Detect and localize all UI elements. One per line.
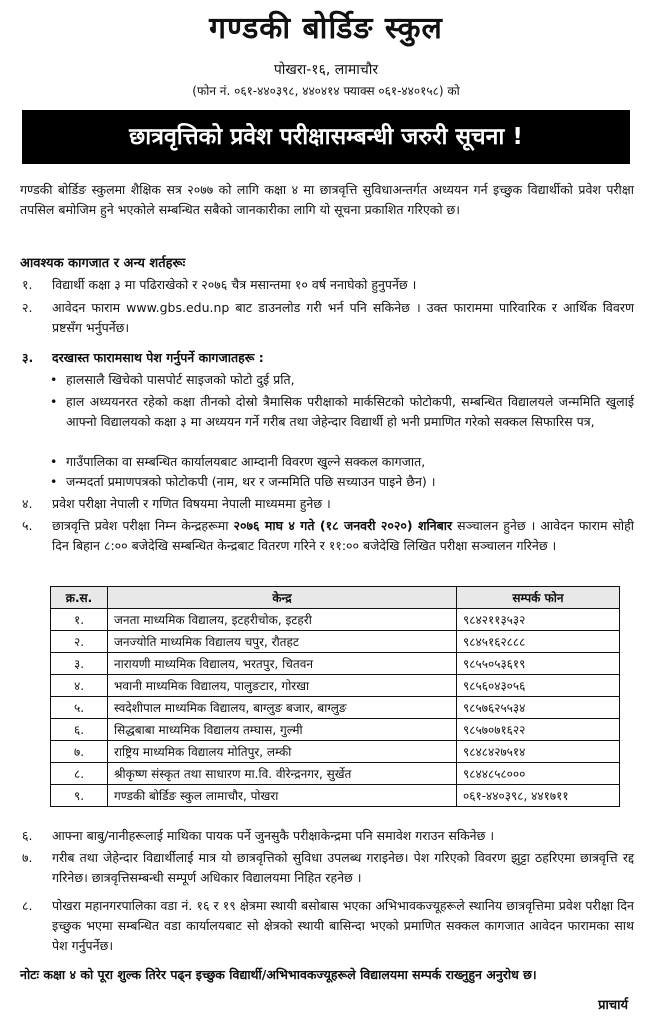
cell-center: भवानी माध्यमिक विद्यालय, पालुङटार, गोरखा xyxy=(108,675,457,697)
cell-phone: ९८५६०४३०५६ xyxy=(457,675,620,697)
bullet-icon: • xyxy=(50,372,58,387)
item-number: २. xyxy=(22,300,33,315)
item-text: दरखास्त फारामसाथ पेश गर्नुपर्ने कागजातहरू : xyxy=(52,350,264,365)
cell-serial: ९. xyxy=(51,785,108,807)
item-text-part: छात्रवृत्ति प्रवेश परीक्षा निम्न केन्द्रहरूमा xyxy=(52,518,234,533)
item-number: ४. xyxy=(22,496,33,511)
bullet-text: हालसालै खिचेको पासपोर्ट साइजको फोटो दुई प्रति, xyxy=(66,372,295,387)
signature: प्राचार्य xyxy=(598,998,628,1013)
cell-phone: ०६१-४४०३९८, ४४१७११ xyxy=(457,785,620,807)
cell-phone: ९८४८४२७५१४ xyxy=(457,741,620,763)
cell-phone: ९८४५१६२८८८ xyxy=(457,631,620,653)
table-row xyxy=(51,785,620,807)
cell-phone: ९८५७६२५५३४ xyxy=(457,697,620,719)
item-text-part: सञ्चालन हुनेछ । आवेदन फाराम सोही दिन बिहान ८:०० बजेदेखि सम्बन्धित केन्द्रबाट वितरण गरिने र ११:०० बजेदेखि लिखित परीक्षा सञ्चालन गरिनेछ । xyxy=(52,518,634,553)
item-number: ६. xyxy=(22,828,33,843)
exam-date: २०७६ माघ ४ गते (१८ जनवरी २०२०) शनिबार xyxy=(233,518,453,533)
cell-phone: ९८४२११३५३२ xyxy=(457,609,620,631)
school-location: पोखरा-१६, लामाचौर xyxy=(273,62,379,78)
bullet-text: गाउँपालिका वा सम्बन्धित कार्यालयबाट आम्दानी विवरण खुल्ने सक्कल कागजात, xyxy=(66,454,426,469)
item-text: विद्यार्थी कक्षा ३ मा पढिराखेको र २०७६ चैत्र मसान्तमा १० वर्ष ननाघेको हुनुपर्नेछ । xyxy=(52,277,417,292)
item-number: ८. xyxy=(22,898,33,913)
item-text: गरीब तथा जेहेन्दार विद्यार्थीलाई मात्र यो छात्रवृत्तिको सुविधा उपलब्ध गराइनेछ। पेश गरिएको विवरण झुट्टा ठहरिएमा छात्रवृत्ति रद्द गरिनेछ। छात्रवृत्तिसम्बन्धी सम्पूर्ण अधिकार विद्यालयमा निहित रहनेछ । xyxy=(52,850,634,885)
exam-centers-table xyxy=(50,586,620,807)
cell-center: स्वदेशीपाल माध्यमिक विद्यालय, बाग्लुङ बजार, बाग्लुङ xyxy=(108,697,457,719)
table-row xyxy=(51,653,620,675)
table-row xyxy=(51,741,620,763)
school-contact: (फोन नं. ०६१-४४०३९८, ४४०४१४ फ्याक्स ०६१-४४०१५८) को xyxy=(192,84,460,98)
bullet-text: जन्मदर्ता प्रमाणपत्रको फोटोकपी (नाम, थर र जन्ममिति पछि सच्याउन पाइने छैन) । xyxy=(66,474,436,489)
table-row xyxy=(51,631,620,653)
item-number: ५. xyxy=(22,518,33,533)
school-name: गण्डकी बोर्डिङ स्कुल xyxy=(209,11,443,46)
cell-serial: ८. xyxy=(51,763,108,785)
header-center: केन्द्र xyxy=(108,587,457,609)
item-text: प्रवेश परीक्षा नेपाली र गणित विषयमा नेपाली माध्यममा हुनेछ । xyxy=(52,496,331,511)
table-header-row xyxy=(51,587,620,609)
item-number: १. xyxy=(22,277,33,292)
table-row xyxy=(51,719,620,741)
cell-phone: ९८४४८५८००० xyxy=(457,763,620,785)
bullet-icon: • xyxy=(50,454,58,469)
cell-center: नारायणी माध्यमिक विद्यालय, भरतपुर, चितवन xyxy=(108,653,457,675)
table-row xyxy=(51,675,620,697)
item-text xyxy=(52,516,634,556)
bullet-text: हाल अध्ययनरत रहेको कक्षा तीनको दोस्रो त्रैमासिक परीक्षाको मार्कसिटको फोटोकपी, सम्बन्धित विद्यालयले जन्ममिति खुलाई आफ्नो विद्यालयको कक्षा ३ मा अध्ययन गर्ने गरीब तथा जेहेन्दार विद्यार्थी हो भनी प्रमाणित गरेको सक्कल सिफारिस पत्र, xyxy=(66,394,634,429)
footer-note: नोटः कक्षा ४ को पूरा शुल्क तिरेर पढ्न इच्छुक विद्यार्थी/अभिभावकज्यूहरूले विद्यालयमा सम्पर्क राख्नुहुन अनुरोध छ। xyxy=(20,967,537,982)
cell-serial: ३. xyxy=(51,653,108,675)
cell-serial: ७. xyxy=(51,741,108,763)
item-number: ३. xyxy=(22,350,34,365)
cell-center: जनता माध्यमिक विद्यालय, इटहरीचोक, इटहरी xyxy=(108,609,457,631)
cell-serial: ४. xyxy=(51,675,108,697)
cell-phone: ९८५७०७१६२२ xyxy=(457,719,620,741)
cell-center: जनज्योति माध्यमिक विद्यालय चपुर, रौतहट xyxy=(108,631,457,653)
cell-serial: २. xyxy=(51,631,108,653)
requirements-heading: आवश्यक कागजात र अन्य शर्तहरूः xyxy=(20,256,186,271)
bullet-icon: • xyxy=(50,474,58,489)
item-number: ७. xyxy=(22,850,33,865)
item-text: आफ्ना बाबु/नानीहरूलाई माथिका पायक पर्ने जुनसुकै परीक्षाकेन्द्रमा पनि समावेश गराउन सकिनेछ । xyxy=(52,828,495,843)
header-phone: सम्पर्क फोन xyxy=(457,587,620,609)
cell-serial: ६. xyxy=(51,719,108,741)
item-text: पोखरा महानगरपालिका वडा नं. १६ र १९ क्षेत्रमा स्थायी बसोबास भएका अभिभावकज्यूहरूले स्थानिय छात्रवृत्तिमा प्रवेश परीक्षा दिन इच्छुक भएमा सम्बन्धित वडा कार्यालयबाट सो क्षेत्रको स्थायी बासिन्दा भएको प्रमाणित सक्कल कागजात आवेदन फारामका साथ पेश गर्नुपर्नेछ। xyxy=(52,898,634,953)
header-serial: क्र.स. xyxy=(51,587,108,609)
notice-banner: छात्रवृत्तिको प्रवेश परीक्षासम्बन्धी जरुरी सूचना ! xyxy=(22,110,630,164)
table-row xyxy=(51,763,620,785)
table-row xyxy=(51,697,620,719)
cell-center: राष्ट्रिय माध्यमिक विद्यालय मोतिपुर, लम्की xyxy=(108,741,457,763)
cell-serial: १. xyxy=(51,609,108,631)
cell-phone: ९८५५०५३६१९ xyxy=(457,653,620,675)
item-text: आवेदन फाराम www.gbs.edu.np बाट डाउनलोड गरी भर्न पनि सकिनेछ । उक्त फाराममा पारिवारिक र आर्थिक विवरण प्रष्टसँग भर्नुपर्नेछ। xyxy=(52,300,634,335)
cell-center: गण्डकी बोर्डिङ स्कुल लामाचौर, पोखरा xyxy=(108,785,457,807)
intro-paragraph: गण्डकी बोर्डिङ स्कुलमा शैक्षिक सत्र २०७७ को लागि कक्षा ४ मा छात्रवृत्ति सुविधाअन्तर्गत अध्ययन गर्न इच्छुक विद्यार्थीको प्रवेश परीक्षा तपसिल बमोजिम हुने भएकोले सम्बन्धित सबैको जानकारीका लागि यो सूचना प्रकाशित गरिएको छ। xyxy=(20,182,634,217)
bullet-icon: • xyxy=(50,394,58,409)
cell-center: श्रीकृष्ण संस्कृत तथा साधारण मा.वि. वीरेन्द्रनगर, सुर्खेत xyxy=(108,763,457,785)
cell-center: सिद्धबाबा माध्यमिक विद्यालय तम्घास, गुल्मी xyxy=(108,719,457,741)
cell-serial: ५. xyxy=(51,697,108,719)
table-row xyxy=(51,609,620,631)
